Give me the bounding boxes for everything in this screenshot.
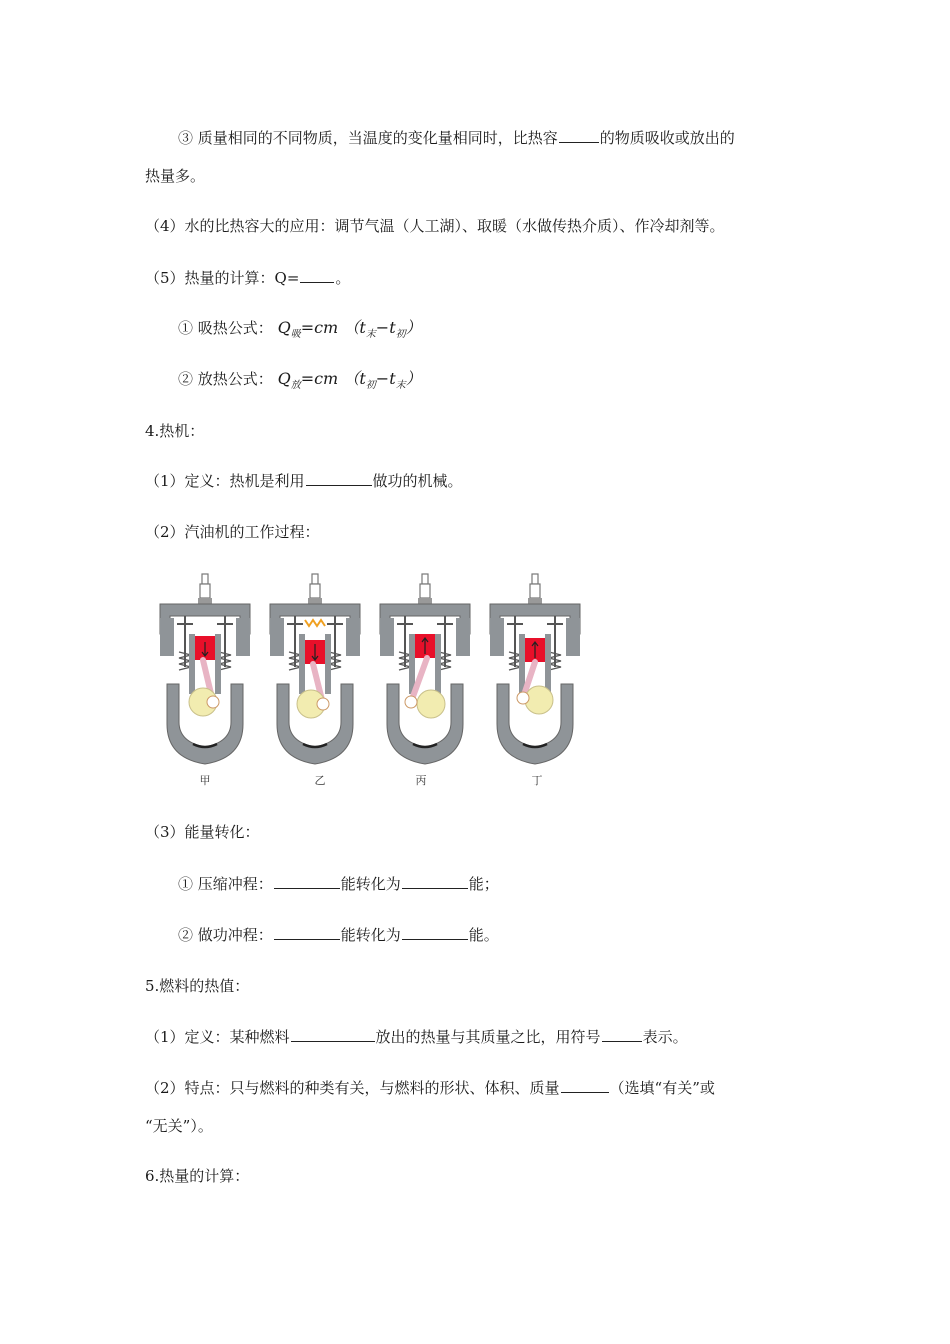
- text-line-2: 热量多。: [145, 167, 206, 185]
- release-formula-line: ② 放热公式： $Q_放=cm$ $(t_初-t_末)$: [178, 369, 422, 392]
- absorb-formula: $Q_吸=cm$ $(t_末-t_初)$: [277, 318, 422, 341]
- caption-jia: 甲: [199, 774, 211, 787]
- text-line-11: ① 压缩冲程： 能转化为 能；: [178, 875, 499, 893]
- section-heading-4: 4.热机：: [145, 422, 205, 440]
- gasoline-engine-strokes-figure: [155, 572, 605, 792]
- text-line-9: （2）汽油机的工作过程：: [145, 523, 320, 541]
- answer-blank: [402, 925, 468, 940]
- absorb-formula-line: ① 吸热公式： $Q_吸=cm$ $(t_末-t_初)$: [178, 318, 422, 341]
- text-line-12: ② 做功冲程： 能转化为 能。: [178, 926, 499, 944]
- section-heading-6: 6.热量的计算：: [145, 1167, 250, 1185]
- caption-yi: 乙: [314, 774, 326, 787]
- text-line-8: （1）定义：热机是利用 做功的机械。: [145, 472, 463, 490]
- text-line-3: （4）水的比热容大的应用：调节气温（人工湖）、取暖（水做传热介质）、作冷却剂等。: [145, 217, 725, 235]
- caption-bing: 丙: [415, 774, 427, 787]
- caption-ding: 丁: [531, 774, 543, 787]
- section-heading-5: 5.燃料的热值：: [145, 977, 250, 995]
- answer-blank: [300, 268, 334, 283]
- answer-blank: [559, 128, 599, 143]
- answer-blank: [306, 471, 372, 486]
- engine-yi: [270, 574, 360, 764]
- answer-blank: [402, 874, 468, 889]
- release-formula: $Q_放=cm$ $(t_初-t_末)$: [277, 369, 422, 392]
- text-line-1: ③ 质量相同的不同物质，当温度的变化量相同时，比热容 的物质吸收或放出的: [178, 129, 735, 147]
- text-line-16: “无关”）。: [145, 1117, 213, 1135]
- answer-blank: [602, 1027, 642, 1042]
- engine-jia: [160, 574, 250, 764]
- answer-blank: [561, 1078, 609, 1093]
- answer-blank: [274, 925, 340, 940]
- text-line-15: （2）特点：只与燃料的种类有关，与燃料的形状、体积、质量 （选填“有关”或: [145, 1079, 715, 1097]
- text-line-14: （1）定义：某种燃料 放出的热量与其质量之比，用符号 表示。: [145, 1028, 688, 1046]
- engine-bing: [380, 574, 470, 764]
- answer-blank: [291, 1027, 375, 1042]
- text-line-10: （3）能量转化：: [145, 823, 260, 841]
- answer-blank: [274, 874, 340, 889]
- text-line-4: （5）热量的计算：Q= 。: [145, 269, 351, 287]
- engine-ding: [490, 574, 580, 764]
